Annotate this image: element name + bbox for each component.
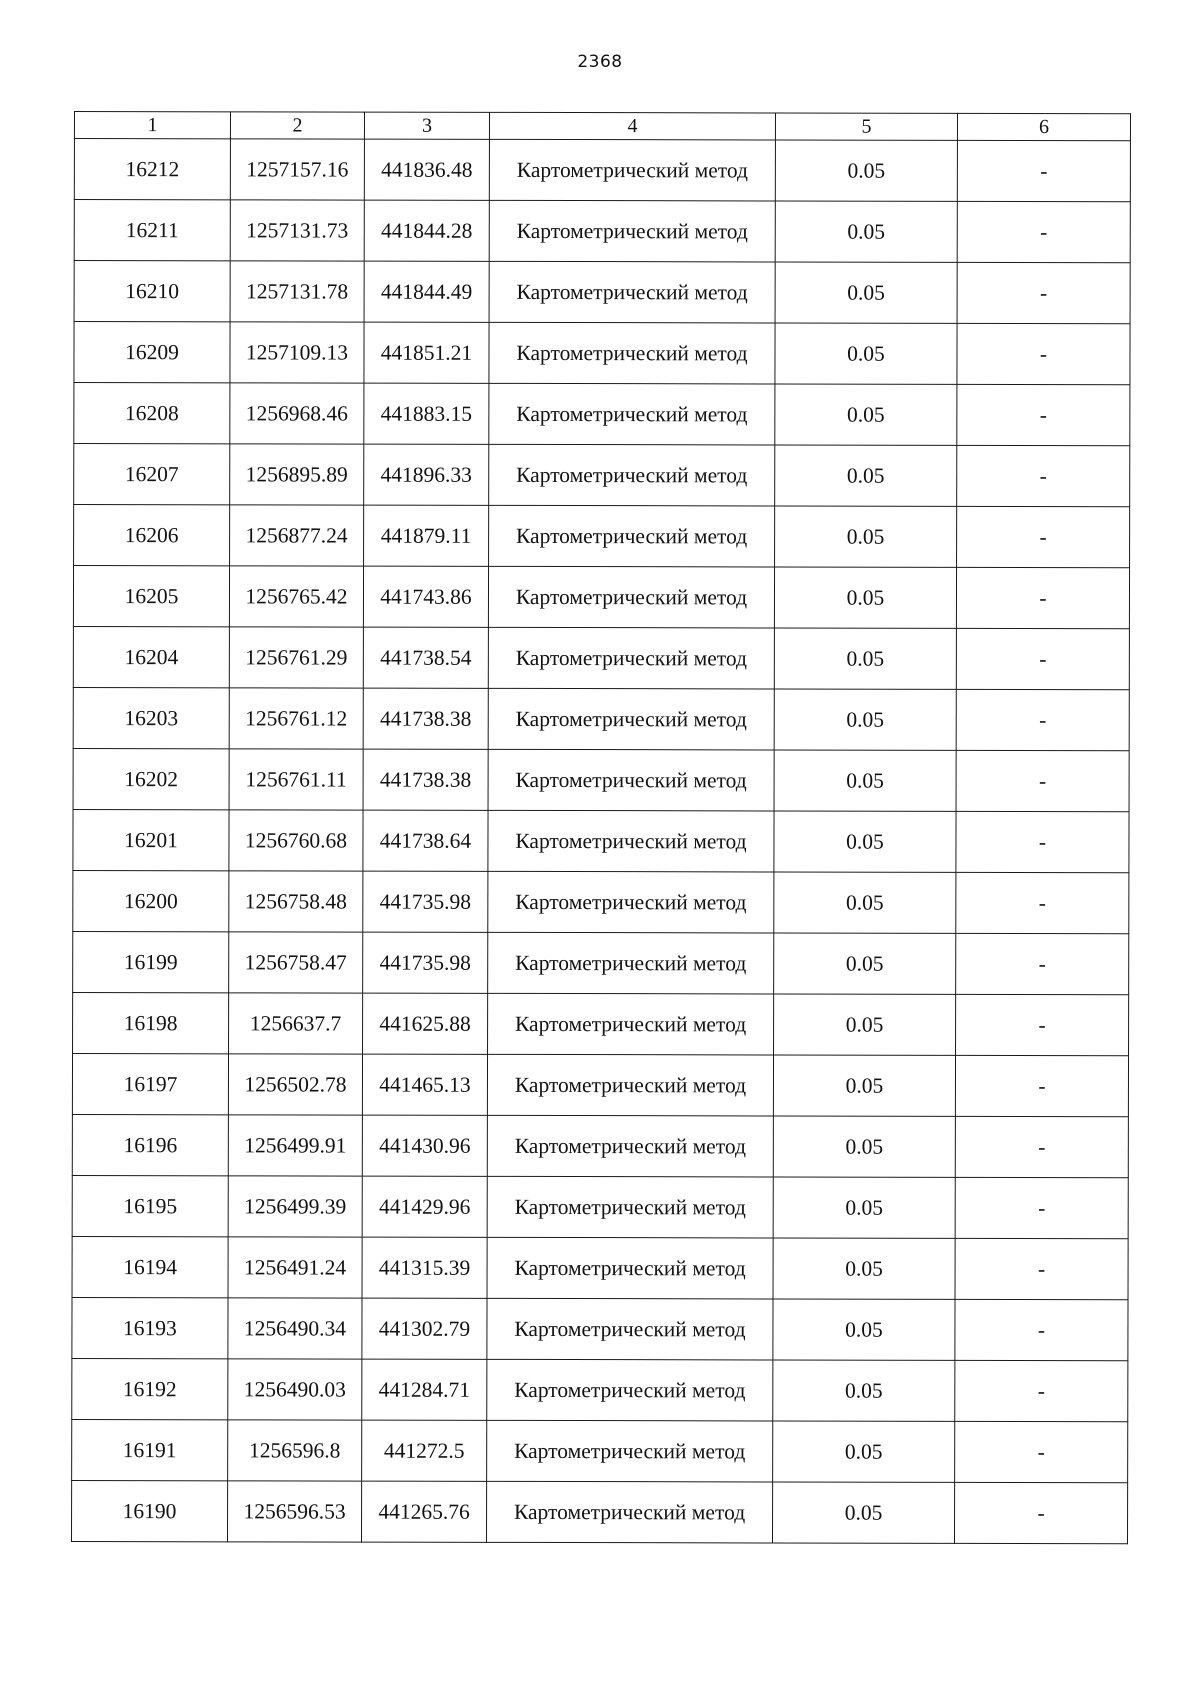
y-coordinate-cell: 441851.21 xyxy=(364,322,489,383)
table-row xyxy=(73,687,1129,750)
table-row xyxy=(73,809,1129,872)
note-cell: - xyxy=(956,933,1129,994)
method-cell: Картометрический метод xyxy=(489,200,775,262)
method-cell: Картометрический метод xyxy=(488,871,774,933)
table-row xyxy=(72,1297,1128,1360)
point-number-cell: 16197 xyxy=(72,1053,228,1114)
accuracy-cell: 0.05 xyxy=(774,811,956,872)
table-row xyxy=(74,200,1130,263)
accuracy-cell: 0.05 xyxy=(775,201,957,262)
method-cell: Картометрический метод xyxy=(489,139,775,201)
y-coordinate-cell: 441625.88 xyxy=(363,993,488,1054)
table-row xyxy=(72,1419,1128,1482)
accuracy-cell: 0.05 xyxy=(774,933,956,994)
note-cell: - xyxy=(957,323,1130,384)
y-coordinate-cell: 441879.11 xyxy=(364,505,489,566)
accuracy-cell: 0.05 xyxy=(773,1116,955,1177)
x-coordinate-cell: 1257109.13 xyxy=(230,322,364,383)
y-coordinate-cell: 441738.64 xyxy=(363,810,488,871)
accuracy-cell: 0.05 xyxy=(774,872,956,933)
x-coordinate-cell: 1256895.89 xyxy=(230,444,364,505)
y-coordinate-cell: 441315.39 xyxy=(362,1237,487,1298)
point-number-cell: 16210 xyxy=(74,261,230,322)
method-cell: Картометрический метод xyxy=(488,688,774,750)
table-row xyxy=(73,566,1129,629)
x-coordinate-cell: 1256760.68 xyxy=(229,810,363,871)
point-number-cell: 16209 xyxy=(74,322,230,383)
note-cell: - xyxy=(957,506,1130,567)
accuracy-cell: 0.05 xyxy=(773,1299,955,1360)
method-cell: Картометрический метод xyxy=(488,627,774,689)
y-coordinate-cell: 441844.49 xyxy=(364,261,489,322)
note-cell: - xyxy=(955,1238,1128,1299)
table-row xyxy=(74,139,1130,202)
note-cell: - xyxy=(955,1299,1128,1360)
method-cell: Картометрический метод xyxy=(489,261,775,323)
point-number-cell: 16193 xyxy=(72,1297,228,1358)
x-coordinate-cell: 1257157.16 xyxy=(230,139,364,200)
note-cell: - xyxy=(956,567,1129,628)
point-number-cell: 16190 xyxy=(72,1480,228,1541)
note-cell: - xyxy=(957,140,1130,201)
point-number-cell: 16206 xyxy=(74,505,230,566)
method-cell: Картометрический метод xyxy=(487,1054,773,1116)
note-cell: - xyxy=(955,1177,1128,1238)
table-row xyxy=(73,992,1129,1055)
point-number-cell: 16200 xyxy=(73,870,229,931)
method-cell: Картометрический метод xyxy=(487,1359,773,1421)
y-coordinate-cell: 441272.5 xyxy=(362,1420,487,1481)
note-cell: - xyxy=(955,1055,1128,1116)
y-coordinate-cell: 441896.33 xyxy=(364,444,489,505)
y-coordinate-cell: 441743.86 xyxy=(363,566,488,627)
accuracy-cell: 0.05 xyxy=(774,750,956,811)
table-row xyxy=(72,1114,1128,1177)
table-row xyxy=(73,748,1129,811)
method-cell: Картометрический метод xyxy=(487,1237,773,1299)
method-cell: Картометрический метод xyxy=(488,993,774,1055)
method-cell: Картометрический метод xyxy=(488,566,774,628)
point-number-cell: 16203 xyxy=(73,687,229,748)
table-row xyxy=(74,505,1130,568)
table-row xyxy=(72,1053,1128,1116)
method-cell: Картометрический метод xyxy=(487,1420,773,1482)
method-cell: Картометрический метод xyxy=(489,383,775,445)
column-header: 5 xyxy=(775,113,957,140)
column-header: 1 xyxy=(74,112,230,139)
y-coordinate-cell: 441265.76 xyxy=(362,1481,487,1542)
method-cell: Картометрический метод xyxy=(489,444,775,506)
accuracy-cell: 0.05 xyxy=(775,140,957,201)
accuracy-cell: 0.05 xyxy=(773,1238,955,1299)
y-coordinate-cell: 441844.28 xyxy=(364,200,489,261)
table-row xyxy=(73,626,1129,689)
note-cell: - xyxy=(956,750,1129,811)
table-row xyxy=(73,870,1129,933)
column-header: 6 xyxy=(957,113,1130,140)
point-number-cell: 16192 xyxy=(72,1358,228,1419)
point-number-cell: 16191 xyxy=(72,1419,228,1480)
x-coordinate-cell: 1256765.42 xyxy=(229,566,363,627)
note-cell: - xyxy=(955,1116,1128,1177)
column-header: 4 xyxy=(489,112,775,140)
x-coordinate-cell: 1256490.34 xyxy=(228,1298,362,1359)
point-number-cell: 16195 xyxy=(72,1175,228,1236)
y-coordinate-cell: 441738.38 xyxy=(363,749,488,810)
table-row xyxy=(72,1480,1128,1543)
accuracy-cell: 0.05 xyxy=(773,1055,955,1116)
y-coordinate-cell: 441836.48 xyxy=(364,139,489,200)
table-row xyxy=(74,383,1130,446)
point-number-cell: 16204 xyxy=(73,626,229,687)
point-number-cell: 16199 xyxy=(73,931,229,992)
y-coordinate-cell: 441430.96 xyxy=(362,1115,487,1176)
x-coordinate-cell: 1256499.39 xyxy=(228,1176,362,1237)
y-coordinate-cell: 441302.79 xyxy=(362,1298,487,1359)
note-cell: - xyxy=(956,689,1129,750)
column-header: 2 xyxy=(230,112,364,139)
accuracy-cell: 0.05 xyxy=(774,567,956,628)
method-cell: Картометрический метод xyxy=(488,810,774,872)
x-coordinate-cell: 1256596.53 xyxy=(228,1481,362,1542)
table-row xyxy=(74,444,1130,507)
method-cell: Картометрический метод xyxy=(489,322,775,384)
note-cell: - xyxy=(957,262,1130,323)
point-number-cell: 16196 xyxy=(72,1114,228,1175)
table-row xyxy=(72,1236,1128,1299)
point-number-cell: 16202 xyxy=(73,748,229,809)
table-row xyxy=(73,931,1129,994)
table-row xyxy=(72,1175,1128,1238)
table-header-row xyxy=(74,112,1130,141)
x-coordinate-cell: 1256499.91 xyxy=(228,1115,362,1176)
accuracy-cell: 0.05 xyxy=(774,628,956,689)
accuracy-cell: 0.05 xyxy=(773,1421,955,1482)
method-cell: Картометрический метод xyxy=(488,749,774,811)
x-coordinate-cell: 1256502.78 xyxy=(228,1054,362,1115)
x-coordinate-cell: 1256758.47 xyxy=(229,932,363,993)
accuracy-cell: 0.05 xyxy=(773,1177,955,1238)
method-cell: Картометрический метод xyxy=(487,1115,773,1177)
method-cell: Картометрический метод xyxy=(487,1176,773,1238)
point-number-cell: 16212 xyxy=(74,139,230,200)
point-number-cell: 16208 xyxy=(74,383,230,444)
note-cell: - xyxy=(955,1360,1128,1421)
accuracy-cell: 0.05 xyxy=(774,689,956,750)
x-coordinate-cell: 1257131.73 xyxy=(230,200,364,261)
table-row xyxy=(74,261,1130,324)
x-coordinate-cell: 1256761.11 xyxy=(229,749,363,810)
coordinates-table xyxy=(71,111,1131,1544)
y-coordinate-cell: 441735.98 xyxy=(363,932,488,993)
x-coordinate-cell: 1256968.46 xyxy=(230,383,364,444)
note-cell: - xyxy=(956,628,1129,689)
point-number-cell: 16194 xyxy=(72,1236,228,1297)
point-number-cell: 16201 xyxy=(73,809,229,870)
table-row xyxy=(74,322,1130,385)
note-cell: - xyxy=(955,1421,1128,1482)
y-coordinate-cell: 441429.96 xyxy=(362,1176,487,1237)
accuracy-cell: 0.05 xyxy=(775,506,957,567)
note-cell: - xyxy=(957,384,1130,445)
x-coordinate-cell: 1256761.29 xyxy=(229,627,363,688)
point-number-cell: 16205 xyxy=(73,566,229,627)
table-body xyxy=(72,139,1131,1544)
y-coordinate-cell: 441284.71 xyxy=(362,1359,487,1420)
accuracy-cell: 0.05 xyxy=(775,445,957,506)
point-number-cell: 16198 xyxy=(73,992,229,1053)
x-coordinate-cell: 1256491.24 xyxy=(228,1237,362,1298)
point-number-cell: 16207 xyxy=(74,444,230,505)
accuracy-cell: 0.05 xyxy=(774,994,956,1055)
y-coordinate-cell: 441738.54 xyxy=(363,627,488,688)
note-cell: - xyxy=(957,445,1130,506)
note-cell: - xyxy=(956,872,1129,933)
method-cell: Картометрический метод xyxy=(487,1481,773,1543)
y-coordinate-cell: 441738.38 xyxy=(363,688,488,749)
accuracy-cell: 0.05 xyxy=(775,384,957,445)
accuracy-cell: 0.05 xyxy=(775,323,957,384)
x-coordinate-cell: 1256761.12 xyxy=(229,688,363,749)
note-cell: - xyxy=(956,811,1129,872)
y-coordinate-cell: 441883.15 xyxy=(364,383,489,444)
x-coordinate-cell: 1256758.48 xyxy=(229,871,363,932)
note-cell: - xyxy=(955,1482,1128,1543)
accuracy-cell: 0.05 xyxy=(775,262,957,323)
note-cell: - xyxy=(957,201,1130,262)
x-coordinate-cell: 1256877.24 xyxy=(230,505,364,566)
note-cell: - xyxy=(956,994,1129,1055)
x-coordinate-cell: 1256596.8 xyxy=(228,1420,362,1481)
method-cell: Картометрический метод xyxy=(488,932,774,994)
accuracy-cell: 0.05 xyxy=(773,1360,955,1421)
x-coordinate-cell: 1257131.78 xyxy=(230,261,364,322)
x-coordinate-cell: 1256490.03 xyxy=(228,1359,362,1420)
column-header: 3 xyxy=(364,112,489,139)
y-coordinate-cell: 441735.98 xyxy=(363,871,488,932)
table-row xyxy=(72,1358,1128,1421)
y-coordinate-cell: 441465.13 xyxy=(362,1054,487,1115)
point-number-cell: 16211 xyxy=(74,200,230,261)
page-number: 2368 xyxy=(577,52,623,72)
method-cell: Картометрический метод xyxy=(489,505,775,567)
accuracy-cell: 0.05 xyxy=(773,1482,955,1543)
method-cell: Картометрический метод xyxy=(487,1298,773,1360)
x-coordinate-cell: 1256637.7 xyxy=(229,993,363,1054)
